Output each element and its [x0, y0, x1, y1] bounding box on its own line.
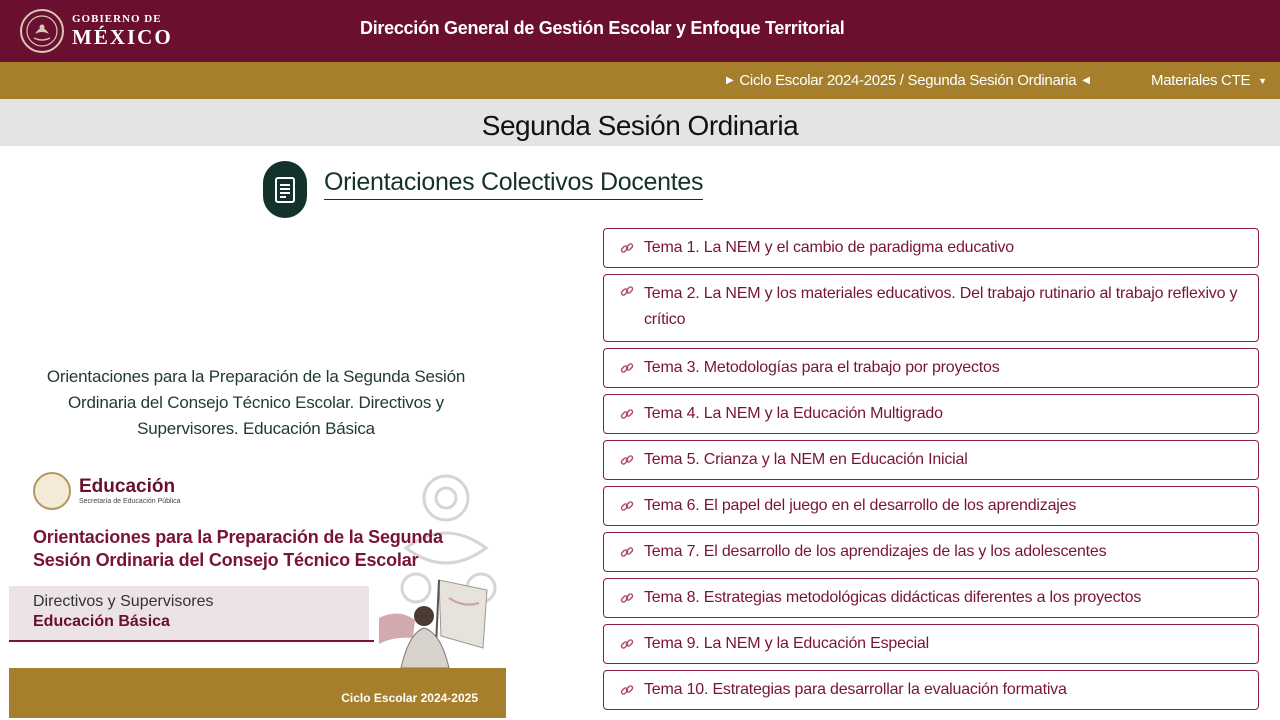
- header-title: Dirección General de Gestión Escolar y Enfoque Territorial: [360, 18, 845, 38]
- topics-list: [603, 228, 1259, 716]
- topic-link[interactable]: [603, 670, 1259, 710]
- topic-label: Tema 5. Crianza y la NEM en Educación Inicial: [644, 451, 968, 468]
- link-icon: [620, 591, 634, 605]
- topic-label: Tema 10. Estrategias para desarrollar la evaluación formativa: [644, 681, 1067, 698]
- mexico-seal-icon: [20, 9, 64, 53]
- link-icon: [620, 407, 634, 421]
- cover-band: [9, 586, 369, 642]
- link-icon: [620, 499, 634, 513]
- link-icon: [620, 683, 634, 697]
- link-icon: [620, 637, 634, 651]
- top-header: [0, 0, 1280, 62]
- topic-link[interactable]: [603, 394, 1259, 434]
- link-icon: [620, 453, 634, 467]
- topic-label: Tema 6. El papel del juego en el desarrollo de los aprendizajes: [644, 497, 1077, 514]
- materiales-cte-dropdown[interactable]: [1151, 72, 1267, 89]
- triangle-right-icon: ▶: [726, 75, 734, 86]
- topic-label: Tema 2. La NEM y los materiales educativos. Del trabajo rutinario al trabajo reflexivo y crítico: [644, 285, 1238, 328]
- materiales-cte-label: Materiales CTE: [1151, 72, 1251, 89]
- page-title: Segunda Sesión Ordinaria: [481, 110, 799, 141]
- woman-with-flag-illustration-icon: [379, 578, 489, 668]
- topic-label: Tema 1. La NEM y el cambio de paradigma educativo: [644, 239, 1014, 256]
- topic-link[interactable]: [603, 228, 1259, 268]
- topic-link[interactable]: [603, 578, 1259, 618]
- cover-footer-text: Ciclo Escolar 2024-2025: [341, 691, 478, 705]
- breadcrumb[interactable]: [720, 72, 1096, 89]
- cover-band-line-2: Educación Básica: [33, 613, 170, 630]
- gobierno-logo[interactable]: [20, 8, 173, 54]
- document-description: Orientaciones para la Preparación de la Segunda Sesión Ordinaria del Consejo Técnico Escolar. Directivos y Supervisores. Educación Básica: [46, 367, 466, 438]
- breadcrumb-text: Ciclo Escolar 2024-2025 / Segunda Sesión Ordinaria: [739, 72, 1077, 89]
- section-heading: Orientaciones Colectivos Docentes: [324, 168, 703, 200]
- cover-logo-title: Educación: [79, 476, 176, 497]
- gov-line-1: GOBIERNO DE: [72, 13, 162, 25]
- link-icon: [620, 545, 634, 559]
- link-icon: [620, 361, 634, 375]
- link-icon: [620, 241, 634, 255]
- gov-line-2: MÉXICO: [72, 25, 173, 49]
- topic-link[interactable]: [603, 532, 1259, 572]
- document-icon: [263, 161, 307, 218]
- sep-seal-icon: [33, 472, 71, 510]
- document-cover[interactable]: [9, 458, 506, 718]
- topic-link[interactable]: [603, 624, 1259, 664]
- cover-band-line-1: Directivos y Supervisores: [33, 593, 214, 610]
- page-title-band: [0, 99, 1280, 146]
- topic-link[interactable]: [603, 440, 1259, 480]
- topic-label: Tema 4. La NEM y la Educación Multigrado: [644, 405, 943, 422]
- cover-logo-subtitle: Secretaría de Educación Pública: [79, 498, 181, 505]
- cover-footer: [9, 668, 506, 718]
- topic-link[interactable]: [603, 486, 1259, 526]
- topic-label: Tema 9. La NEM y la Educación Especial: [644, 635, 929, 652]
- topic-link[interactable]: [603, 274, 1259, 342]
- topic-label: Tema 8. Estrategias metodológicas didácticas diferentes a los proyectos: [644, 589, 1142, 606]
- link-icon: [620, 284, 634, 298]
- nav-bar: [0, 62, 1280, 99]
- topic-label: Tema 3. Metodologías para el trabajo por proyectos: [644, 359, 1000, 376]
- triangle-left-icon: ◀: [1082, 75, 1090, 86]
- cover-title: Orientaciones para la Preparación de la Segunda Sesión Ordinaria del Consejo Técnico Escolar: [33, 527, 443, 570]
- topic-link[interactable]: [603, 348, 1259, 388]
- topic-label: Tema 7. El desarrollo de los aprendizajes de las y los adolescentes: [644, 543, 1107, 560]
- caret-down-icon: ▼: [1258, 75, 1267, 86]
- educacion-logo: [33, 472, 181, 510]
- cover-divider: [9, 640, 374, 642]
